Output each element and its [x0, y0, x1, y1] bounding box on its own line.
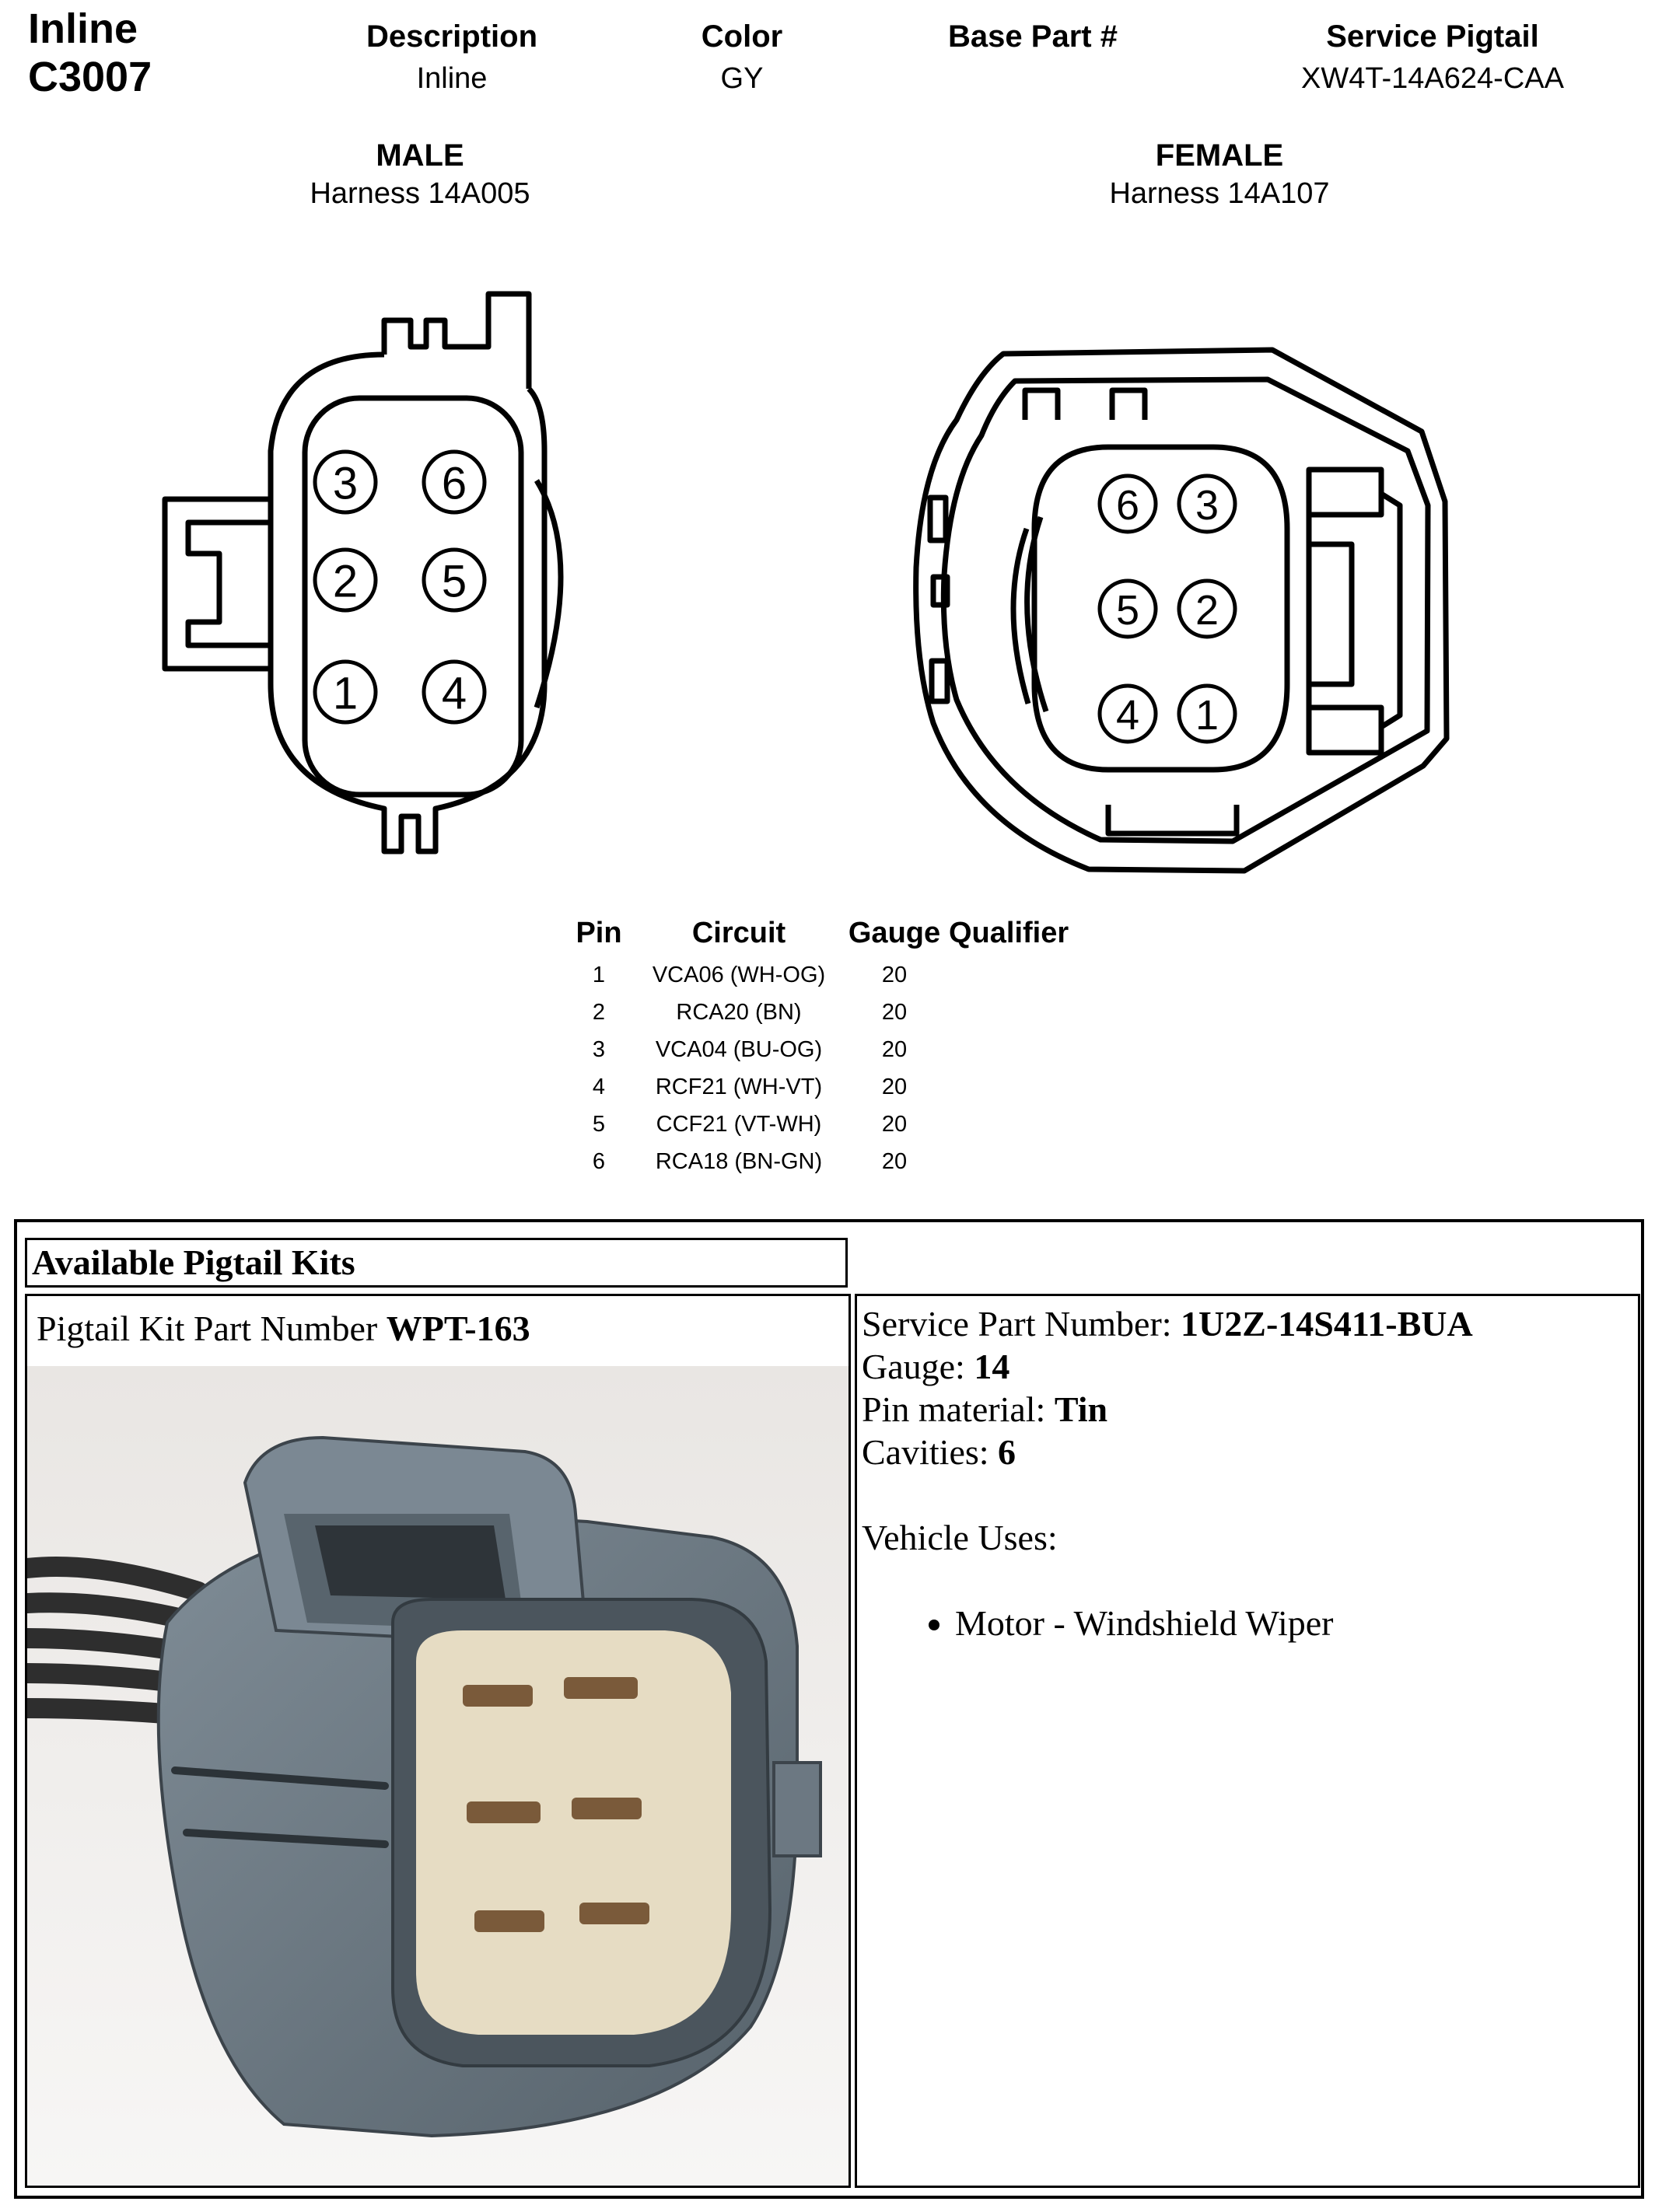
pigtail-kit-panel — [25, 1294, 851, 2188]
table-row — [560, 1143, 1081, 1180]
kit-part-label: Pigtail Kit Part Number — [37, 1309, 378, 1348]
connector-face-diagram — [0, 0, 1662, 902]
pigtail-connector-photo — [27, 1366, 848, 2184]
female-connector-outline — [916, 350, 1447, 871]
gauge-cell: 20 — [881, 1036, 908, 1062]
kit-details-panel — [855, 1294, 1640, 2188]
qualifier-cell — [949, 994, 1081, 1031]
female-pin-label: 5 — [1115, 587, 1140, 634]
pin-cell: 4 — [592, 1074, 606, 1099]
service-pigtail-label: Service Pigtail — [1326, 19, 1539, 54]
male-label: MALE — [376, 138, 464, 173]
female-pin-label: 6 — [1115, 482, 1140, 529]
male-pin-label: 6 — [441, 458, 467, 509]
gauge-line — [862, 1345, 1633, 1388]
pin-table — [560, 910, 1081, 1180]
circuit-cell: RCF21 (WH-VT) — [655, 1074, 823, 1099]
female-pin-labels — [1116, 482, 1219, 739]
male-pin-label: 1 — [332, 668, 359, 719]
circuit-cell: RCA20 (BN) — [676, 999, 802, 1025]
service-part-value: 1U2Z-14S411-BUA — [1181, 1304, 1473, 1344]
pin-cell: 6 — [592, 1148, 606, 1174]
circuit-cell: RCA18 (BN-GN) — [655, 1148, 823, 1174]
list-item: • Motor - Windshield Wiper — [955, 1602, 1633, 1644]
qualifier-cell — [949, 1031, 1081, 1068]
gauge-value: 14 — [974, 1347, 1010, 1386]
pin-table-header — [560, 910, 1081, 956]
pin-cell: 1 — [592, 962, 606, 987]
connector-type: Inline — [28, 5, 138, 52]
gauge-label: Gauge: — [862, 1347, 965, 1386]
color-value: GY — [720, 62, 764, 95]
male-pin-label: 4 — [441, 668, 467, 719]
pin-cell: 5 — [592, 1111, 606, 1137]
table-row — [560, 1068, 1081, 1106]
pin-cell: 2 — [592, 999, 606, 1025]
male-pin-labels — [333, 459, 467, 719]
qualifier-cell — [949, 1106, 1081, 1143]
cavities-label: Cavities: — [862, 1432, 989, 1472]
service-part-line — [862, 1302, 1633, 1345]
circuit-header: Circuit — [691, 916, 786, 949]
base-part-label: Base Part # — [948, 19, 1118, 54]
female-pin-label: 4 — [1115, 692, 1140, 739]
female-harness: Harness 14A107 — [1109, 177, 1330, 210]
female-label: FEMALE — [1155, 138, 1284, 173]
cavities-line — [862, 1431, 1633, 1473]
kit-part-number — [37, 1307, 530, 1351]
pin-header: Pin — [576, 916, 622, 949]
pigtail-kits-section — [14, 1219, 1644, 2199]
service-part-label: Service Part Number: — [862, 1304, 1172, 1344]
male-pin-label: 5 — [441, 556, 467, 607]
female-pin-label: 3 — [1195, 482, 1219, 529]
gauge-cell: 20 — [881, 1148, 908, 1174]
vehicle-uses-label: Vehicle Uses: — [862, 1518, 1058, 1557]
pin-material-line — [862, 1388, 1633, 1431]
kit-part-value: WPT-163 — [386, 1309, 530, 1348]
qualifier-cell — [949, 956, 1081, 994]
qualifier-cell — [949, 1143, 1081, 1180]
male-connector-outline — [165, 294, 561, 851]
color-label: Color — [701, 19, 783, 54]
gauge-cell: 20 — [881, 962, 908, 987]
table-row — [560, 1031, 1081, 1068]
pin-cell: 3 — [592, 1036, 606, 1062]
vehicle-uses-list — [862, 1602, 1633, 1644]
male-harness: Harness 14A005 — [310, 177, 530, 210]
male-pin-label: 3 — [332, 458, 359, 509]
pigtail-kits-title: Available Pigtail Kits — [25, 1238, 848, 1288]
cavities-value: 6 — [998, 1432, 1016, 1472]
male-pin-label: 2 — [332, 556, 359, 607]
service-pigtail-value: XW4T-14A624-CAA — [1301, 62, 1564, 95]
circuit-cell: VCA06 (WH-OG) — [652, 962, 826, 987]
gauge-header: Gauge — [848, 916, 941, 949]
gauge-cell: 20 — [881, 1111, 908, 1137]
table-row — [560, 956, 1081, 994]
qualifier-header: Qualifier — [949, 916, 1069, 949]
description-label: Description — [366, 19, 538, 54]
gauge-cell: 20 — [881, 999, 908, 1025]
circuit-cell: CCF21 (VT-WH) — [656, 1111, 822, 1137]
female-pin-label: 2 — [1195, 587, 1219, 634]
table-row — [560, 1106, 1081, 1143]
circuit-cell: VCA04 (BU-OG) — [655, 1036, 823, 1062]
description-value: Inline — [416, 62, 488, 95]
table-row — [560, 994, 1081, 1031]
qualifier-cell — [949, 1068, 1081, 1106]
pin-material-label: Pin material: — [862, 1389, 1046, 1429]
pin-material-value: Tin — [1054, 1389, 1108, 1429]
female-pin-label: 1 — [1195, 692, 1219, 739]
gauge-cell: 20 — [881, 1074, 908, 1099]
connector-id: C3007 — [28, 54, 152, 100]
